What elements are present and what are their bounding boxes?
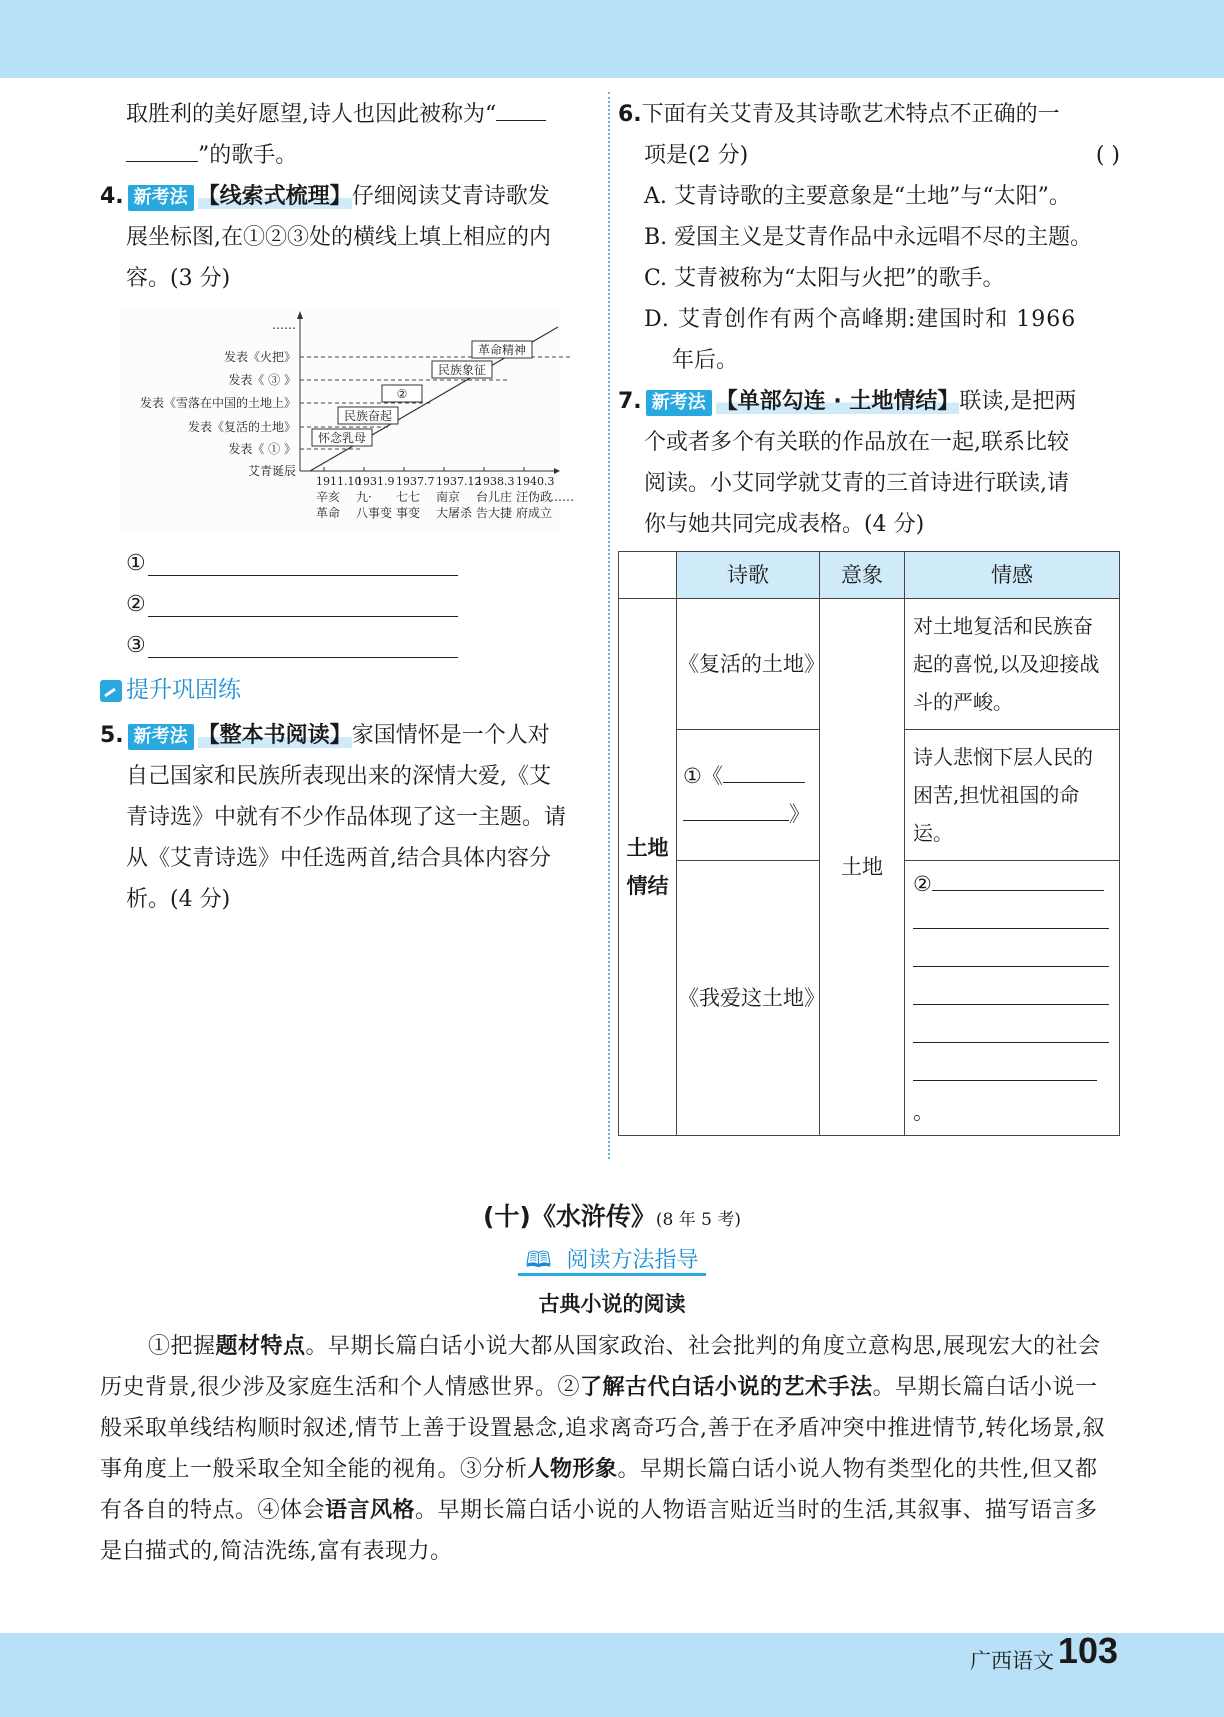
new-exam-tag: 新考法: [128, 724, 194, 750]
section-title: (十)《水浒传》(8 年 5 考): [483, 1202, 741, 1231]
book-icon: 🕮: [522, 1248, 556, 1276]
answer-blank[interactable]: [148, 592, 458, 617]
header-band: [0, 0, 1224, 78]
col-header-emotion: 情感: [905, 552, 1120, 599]
x-date-label: 1937.7: [396, 475, 435, 488]
x-event-label: 大屠杀: [436, 506, 473, 520]
y-label: 发表《 ① 》: [228, 442, 296, 456]
q6-stem-line: 项是(2 分) ( ): [618, 135, 1120, 176]
q3-continuation: 取胜利的美好愿望,诗人也因此被称为“: [100, 94, 600, 135]
col-header-image: 意象: [820, 552, 905, 599]
option-d: D. 艾青创作有两个高峰期:建国时和 1966: [644, 307, 1077, 332]
section-heading: 提升巩固练: [100, 670, 600, 711]
chart-up-icon: [100, 680, 122, 702]
q7-stem-line: 个或者多个有关联的作品放在一起,联系比较: [644, 430, 1069, 455]
x-event-label: 府成立: [516, 506, 553, 520]
q4-stem: 4. 新考法 【线索式梳理】仔细阅读艾青诗歌发: [100, 184, 550, 209]
y-label: 发表《 ③ 》: [228, 373, 296, 387]
event-box-label: 怀念乳母: [317, 431, 367, 445]
x-event-label: 汪伪政: [516, 490, 553, 504]
event-box-label: 民族奋起: [343, 409, 393, 423]
y-label: ……: [272, 318, 296, 332]
y-label: 发表《雪落在中国的土地上》: [139, 396, 296, 410]
col-header-poem: 诗歌: [677, 552, 820, 599]
answer-blank[interactable]: [148, 551, 458, 576]
poem-cell: 《我爱这土地》: [677, 861, 820, 1136]
q4-stem-line: 容。(3 分): [126, 266, 231, 291]
new-exam-tag: 新考法: [646, 390, 712, 416]
emotion-cell: 诗人悲悯下层人民的困苦,担忧祖国的命运。: [905, 730, 1120, 861]
x-date-label: 1940.3: [516, 475, 555, 488]
x-event-label: 南京: [436, 490, 461, 504]
emphasis-text: 人物形象: [527, 1457, 618, 1482]
blank[interactable]: [126, 137, 198, 162]
footer-subject: 广西语文: [970, 1649, 1054, 1673]
column-divider: [608, 92, 610, 1159]
x-event-label: 七七: [396, 490, 421, 504]
body-text: 。早期长篇白话小说的人物语言贴近当时的生活,其叙事、描写语言多是白描式的,简洁洗练,富有表现力。: [100, 1498, 1098, 1564]
poem-cell-blank[interactable]: ①《 》: [677, 730, 820, 861]
q7-stem-line: 阅读。小艾同学就艾青的三首诗进行联读,请: [644, 471, 1069, 496]
q5-stem-line: 自己国家和民族所表现出来的深情大爱,《艾: [126, 764, 551, 789]
answer-paren[interactable]: ( ): [1095, 143, 1120, 168]
emotion-cell: 对土地复活和民族奋起的喜悦,以及迎接战斗的严峻。: [905, 599, 1120, 730]
y-axis-arrow: [297, 311, 303, 319]
y-label: 发表《火把》: [223, 350, 296, 364]
q5-stem-line: 析。(4 分): [126, 887, 231, 912]
emotion-cell-blank[interactable]: ② 。: [905, 861, 1120, 1136]
emphasis-text: 了解古代白话小说的艺术手法: [580, 1375, 873, 1400]
option-a: A. 艾青诗歌的主要意象是“土地”与“太阳”。: [644, 184, 1071, 209]
blank[interactable]: [496, 96, 546, 121]
option-d-cont: 年后。: [672, 348, 739, 373]
q5-stem: 5. 新考法 【整本书阅读】家国情怀是一个人对: [100, 723, 550, 748]
x-event-label: 辛亥: [316, 490, 341, 504]
emphasis-text: 题材特点: [215, 1334, 306, 1359]
image-cell: 土地: [820, 599, 905, 1136]
option-c: C. 艾青被称为“太阳与火把”的歌手。: [644, 266, 1005, 291]
x-date-label: 1931.9: [356, 475, 395, 488]
page-number: 103: [1057, 1630, 1118, 1671]
x-event-label: 台儿庄: [476, 490, 513, 504]
q7-stem: 7. 新考法 【单部勾连 · 土地情结】联读,是把两: [618, 389, 1077, 414]
x-date-label: 1938.3: [476, 475, 515, 488]
answer-line-1: ①: [100, 543, 600, 584]
emphasis-text: 语言风格: [325, 1498, 416, 1523]
x-event-label: 事变: [396, 506, 421, 520]
event-box-label: 革命精神: [477, 343, 527, 357]
guide-subtitle: 古典小说的阅读: [538, 1292, 686, 1316]
development-chart: [120, 309, 574, 533]
x-event-label: 八事变: [356, 506, 393, 520]
chart-svg: [120, 309, 574, 533]
option-b: B. 爱国主义是艾青作品中永远唱不尽的主题。: [644, 225, 1093, 250]
x-event-label: ……: [550, 490, 574, 504]
q5-stem-line: 从《艾青诗选》中任选两首,结合具体内容分: [126, 846, 551, 871]
new-exam-tag: 新考法: [128, 185, 194, 211]
body-text: 。早期长篇白话小说人物有类型化的共性,但又都有各自的特点。④体会: [100, 1457, 1098, 1523]
left-column: [100, 94, 600, 920]
answer-blank[interactable]: [148, 633, 458, 658]
x-event-label: 告大捷: [476, 506, 513, 520]
x-event-label: 革命: [316, 506, 341, 520]
x-event-label: 九·: [356, 490, 372, 504]
answer-line-2: ②: [100, 584, 600, 625]
body-text: ①把握: [148, 1334, 216, 1359]
event-box-label: 民族象征: [437, 363, 487, 377]
body-text: 。早期长篇白话小说大都从国家政治、社会批判的角度立意构思,展现宏大的社会历史背景,很少涉及家庭生活和个人情感世界。②: [100, 1334, 1101, 1400]
reading-guide-heading: 🕮 阅读方法指导: [0, 1243, 1224, 1281]
q6-stem: 6.下面有关艾青及其诗歌艺术特点不正确的一: [618, 102, 1060, 127]
q3-continuation-2: ”的歌手。: [100, 135, 600, 176]
right-column: [618, 94, 1120, 1136]
y-label: 发表《复活的土地》: [187, 420, 296, 434]
x-date-label: 1911.10: [316, 475, 362, 488]
y-label: 艾青诞辰: [247, 464, 296, 478]
reading-table: [618, 551, 1120, 1136]
q4-stem-line: 展坐标图,在①②③处的横线上填上相应的内: [126, 225, 551, 250]
answer-line-3: ③: [100, 625, 600, 666]
q5-stem-line: 青诗选》中就有不少作品体现了这一主题。请: [126, 805, 567, 830]
table-header-row: [619, 552, 1120, 599]
x-date-label: 1937.12: [436, 475, 482, 488]
table-row: [619, 599, 1120, 730]
body-text: 。早期长篇白话小说一般采取单线结构顺时叙述,情节上善于设置悬念,追求离奇巧合,善于在矛盾冲突中推进情节,转化场景,叙事角度上一般采取全知全能的视角。③分析: [100, 1375, 1105, 1482]
row-label: 土地 情结: [619, 599, 677, 1136]
table-corner: [619, 552, 677, 599]
poem-cell: 《复活的土地》: [677, 599, 820, 730]
guide-paragraph: [100, 1326, 1120, 1572]
x-axis-arrow: [554, 468, 560, 474]
q7-stem-line: 你与她共同完成表格。(4 分): [644, 512, 925, 537]
event-box-label: ②: [396, 387, 408, 401]
